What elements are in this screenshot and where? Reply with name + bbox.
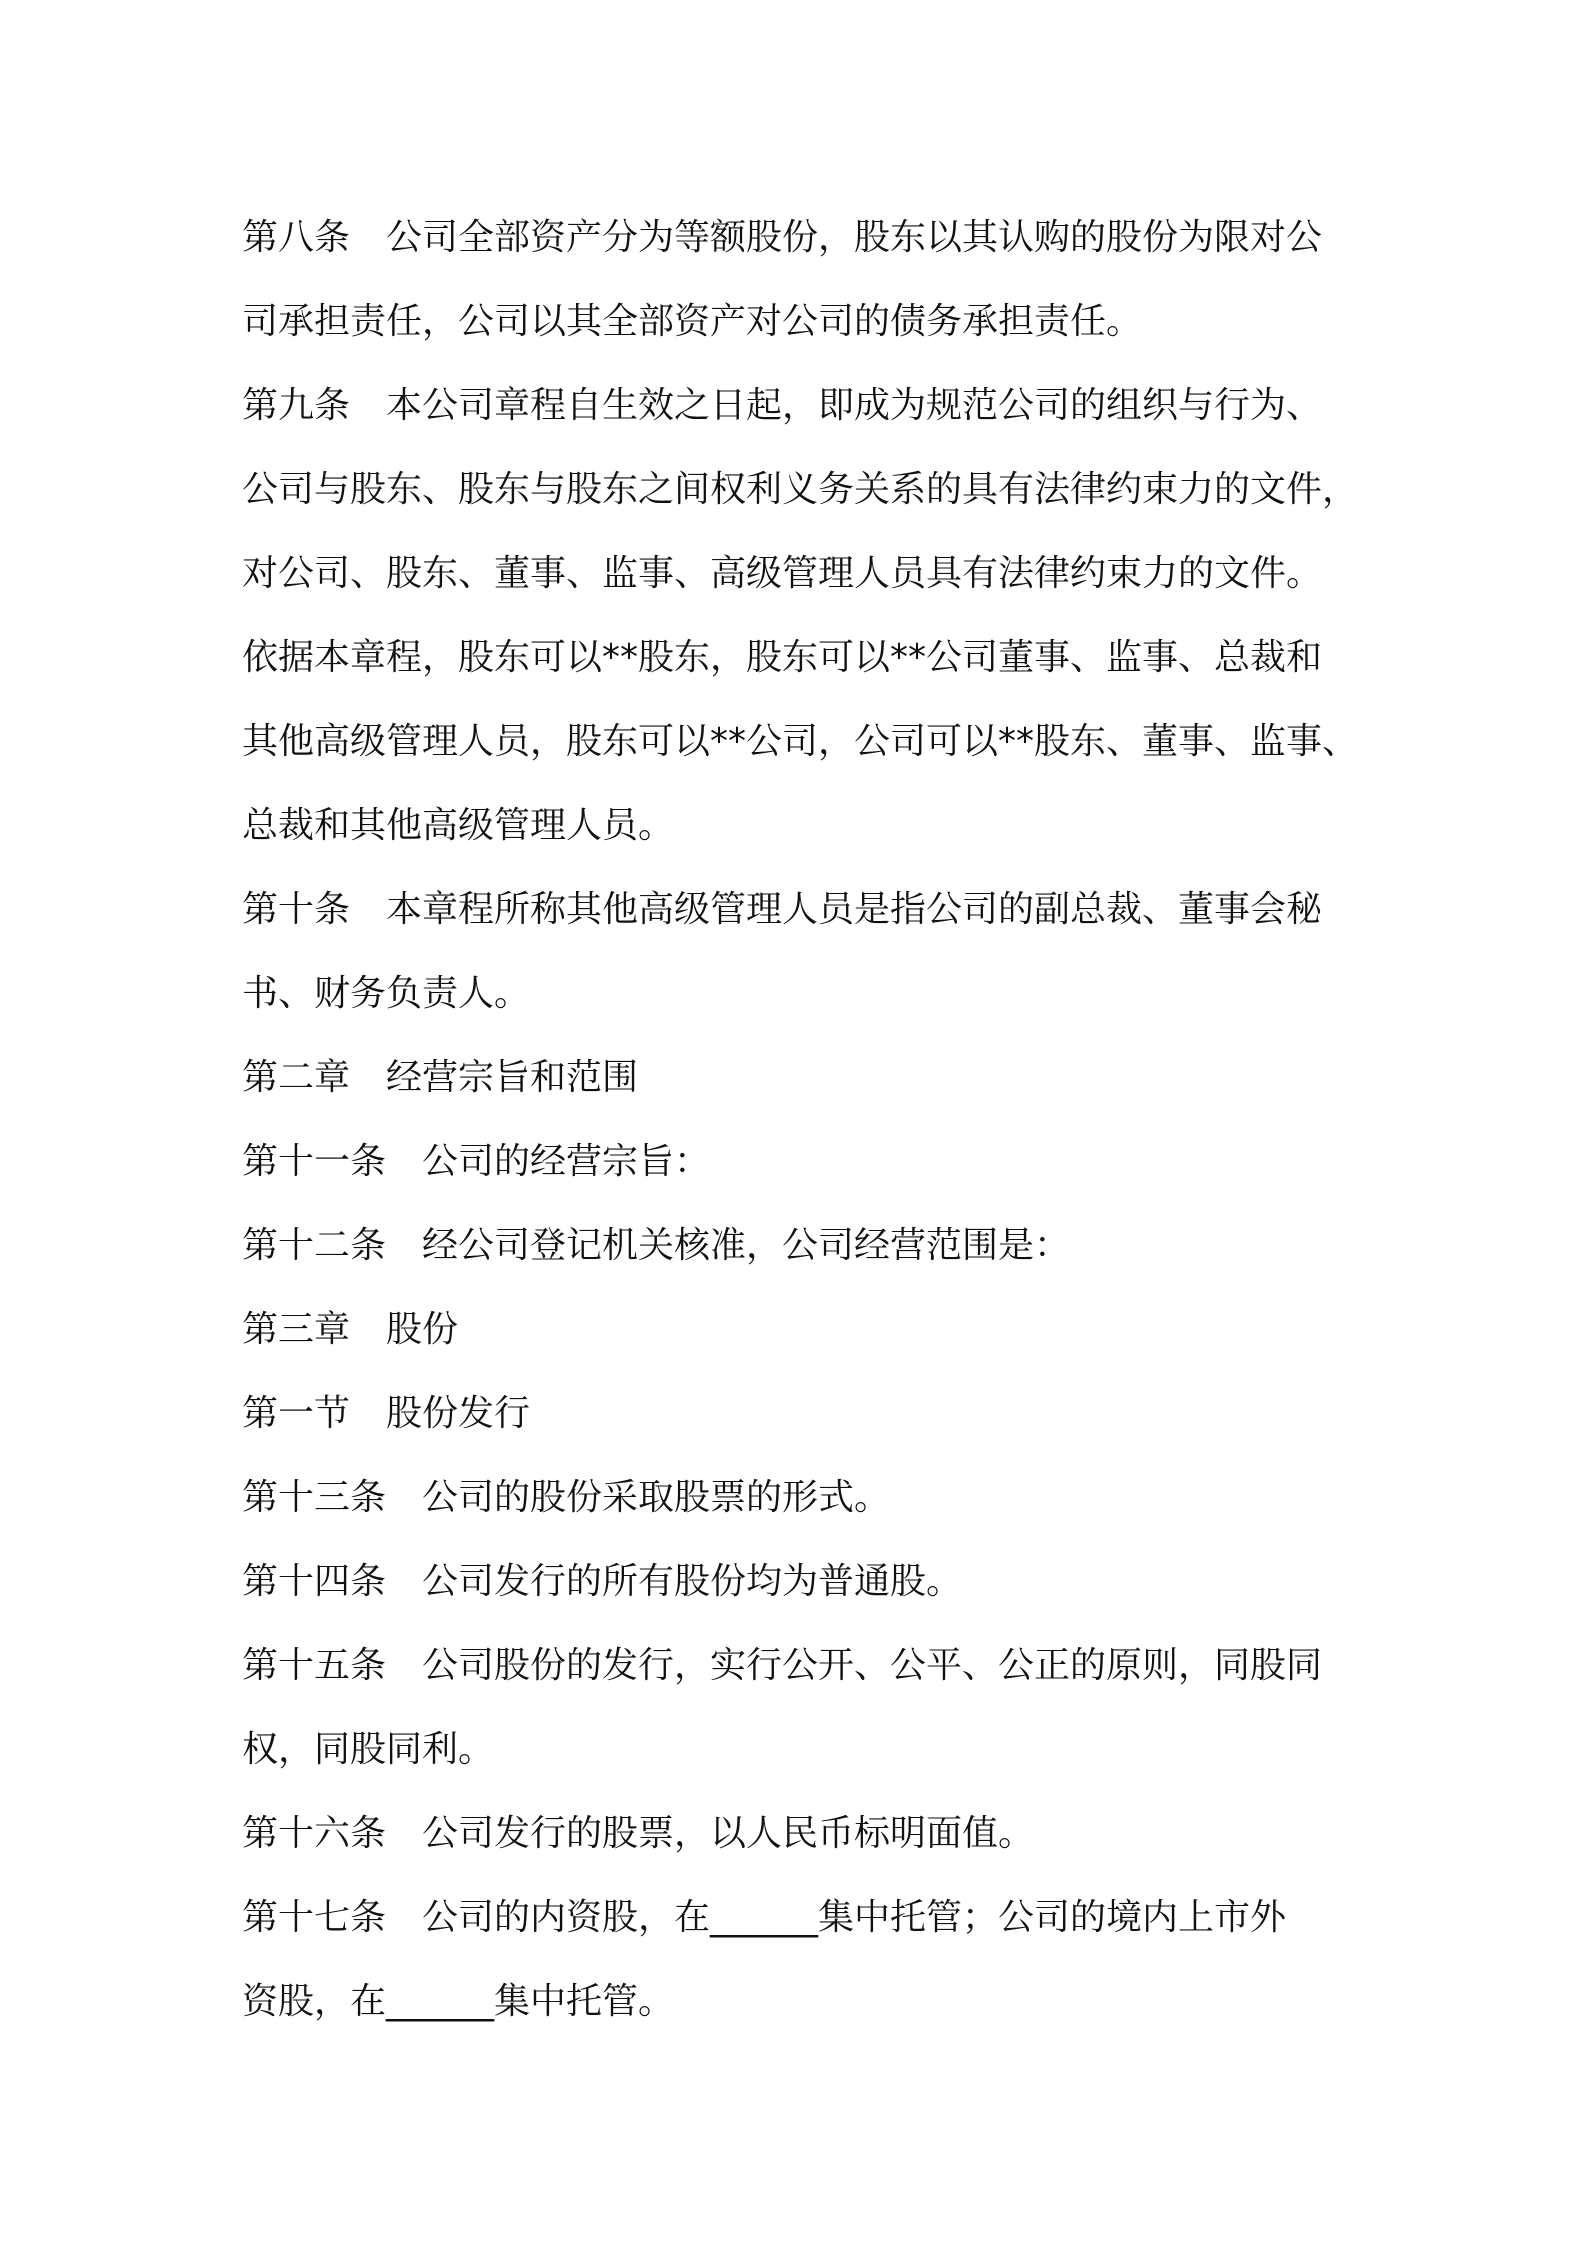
chapter-3-heading — [242, 1288, 1372, 1372]
article-text-line: 本章程所称其他高级管理人员是指公司的副总裁、董事会秘 — [386, 889, 1323, 930]
article-text-line: 公司全部资产分为等额股份，股东以其认购的股份为限对公 — [386, 217, 1323, 258]
article-label: 第十二条 — [242, 1225, 387, 1266]
article-10 — [242, 868, 1372, 1036]
article-16 — [242, 1792, 1372, 1876]
chapter-title: 股份 — [386, 1309, 459, 1350]
article-label: 第八条 — [242, 217, 351, 258]
article-text-line: 公司的经营宗旨： — [422, 1141, 711, 1182]
article-14 — [242, 1540, 1372, 1624]
article-text-line: 权，同股同利。 — [242, 1729, 495, 1770]
article-13 — [242, 1456, 1372, 1540]
section-1-heading — [242, 1372, 1372, 1456]
article-text-line: 其他高级管理人员，股东可以**公司，公司可以**股东、董事、监事、 — [242, 721, 1359, 762]
article-12 — [242, 1204, 1372, 1288]
article-text-line: 公司的股份采取股票的形式。 — [422, 1477, 891, 1518]
article-label: 第十四条 — [242, 1561, 387, 1602]
article-text-line: 书、财务负责人。 — [242, 973, 531, 1014]
article-text-line: 公司的内资股，在______集中托管；公司的境内上市外 — [422, 1897, 1287, 1938]
article-label: 第十一条 — [242, 1141, 387, 1182]
section-title: 股份发行 — [386, 1393, 531, 1434]
article-text-line: 司承担责任，公司以其全部资产对公司的债务承担责任。 — [242, 301, 1143, 342]
article-text-line: 依据本章程，股东可以**股东，股东可以**公司董事、监事、总裁和 — [242, 637, 1323, 678]
article-label: 第十五条 — [242, 1645, 387, 1686]
article-text-line: 公司发行的股票，以人民币标明面值。 — [422, 1813, 1035, 1854]
article-label: 第十六条 — [242, 1813, 387, 1854]
article-text-line: 公司股份的发行，实行公开、公平、公正的原则，同股同 — [422, 1645, 1323, 1686]
article-11 — [242, 1120, 1372, 1204]
article-label: 第十三条 — [242, 1477, 387, 1518]
chapter-label: 第三章 — [242, 1309, 351, 1350]
article-label: 第九条 — [242, 385, 351, 426]
article-text-line: 经公司登记机关核准，公司经营范围是： — [422, 1225, 1071, 1266]
article-9 — [242, 364, 1372, 868]
article-text-line: 公司与股东、股东与股东之间权利义务关系的具有法律约束力的文件， — [242, 469, 1359, 510]
article-label: 第十七条 — [242, 1897, 387, 1938]
article-17 — [242, 1876, 1372, 2044]
article-label: 第十条 — [242, 889, 351, 930]
article-text-line: 总裁和其他高级管理人员。 — [242, 805, 675, 846]
document-body — [242, 196, 1372, 2044]
article-15 — [242, 1624, 1372, 1792]
chapter-2-heading — [242, 1036, 1372, 1120]
chapter-title: 经营宗旨和范围 — [386, 1057, 639, 1098]
article-text-line: 公司发行的所有股份均为普通股。 — [422, 1561, 963, 1602]
section-label: 第一节 — [242, 1393, 351, 1434]
article-text-line: 对公司、股东、董事、监事、高级管理人员具有法律约束力的文件。 — [242, 553, 1323, 594]
article-text-line: 本公司章程自生效之日起，即成为规范公司的组织与行为、 — [386, 385, 1323, 426]
chapter-label: 第二章 — [242, 1057, 351, 1098]
article-8 — [242, 196, 1372, 364]
article-text-line: 资股，在______集中托管。 — [242, 1981, 675, 2022]
